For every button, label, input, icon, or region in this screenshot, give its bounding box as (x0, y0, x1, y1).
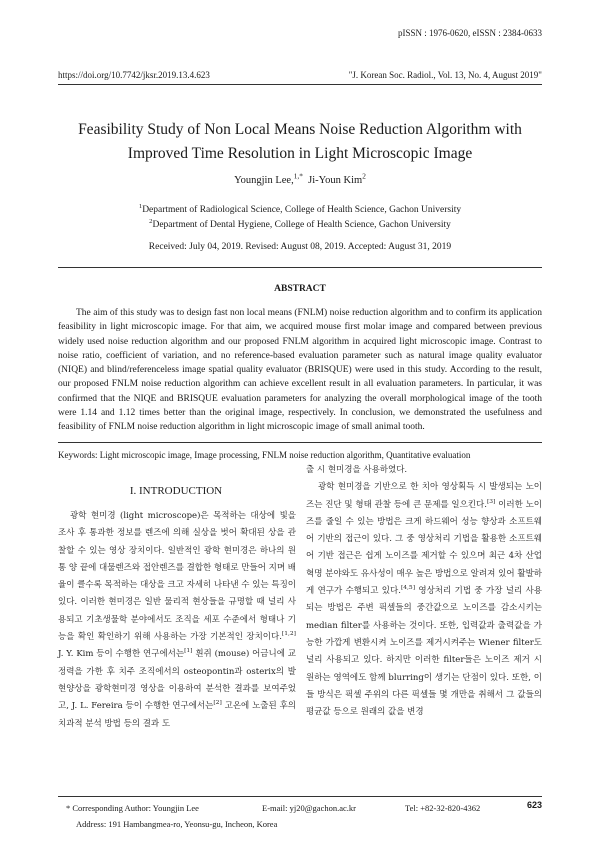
section-heading-introduction: I. INTRODUCTION (129, 485, 223, 497)
intro-text-c: 흰쥐 (mouse) 어금니에 교정력을 가한 후 치주 조직에서의 osteopontin과 osterix의 발현양상을 광학현미경 영상을 이용하여 분석한 결과를 보여주었고, J. L. Fereira 등이 수행한 연구에서는 (58, 649, 296, 712)
paper-title (40, 118, 560, 166)
intro-text-a: 광학 현미경 (light microscope)은 목적하는 대상에 빛을 조사 후 통과한 정보를 렌즈에 의해 실상을 벗어 확대된 상을 관찰할 수 있는 영상 장치이다. 일반적인 광학 현미경은 하나의 원통 양 끝에 대물렌즈와 접안렌즈를 결합한 형태로 만들어 지며 배율이 클수록 목적하는 대상을 크고 자세히 나타낸 수 있는 특징이 있다. 이러한 현미경은 일반 물리적 현상들을 규명할 때 널리 사용되고 기초생물학 분야에서도 조직을 세포 수준에서 형태나 기능을 확인 확인하기 위해 사용하는 가장 기본적인 장치이다. (58, 511, 296, 643)
intro-paragraph-1-continued: 출 시 현미경을 사용하였다. (306, 465, 408, 475)
corresponding-address: Address: 191 Hambangmea-ro, Yeonsu-gu, Incheon, Korea (76, 819, 278, 829)
affiliation-2-marker: 2 (149, 217, 153, 225)
author-2: Ji-Youn Kim (308, 175, 363, 186)
intro2-text-c: 영상처리 기법 중 가장 널리 사용되는 방법은 주변 픽셀들의 중간값으로 노이즈를 감소시키는 median filter를 사용하는 것이다. 또한, 입력값과 출력값을 가능한 가깝게 변환시켜 노이즈를 제거시켜주는 Wiener filter도 널리 사용되고 있다. 하지만 이러한 filter들은 노이즈 제거 시 원하는 영역에도 함께 blurring이 생기는 단점이 있다. 또한, 이들 방식은 픽셀 주위의 다른 픽셀들 몇 개만을 취해서 그 값들의 평균값 등으로 원래의 값을 변경 (306, 586, 542, 718)
author-1-marker: 1,* (293, 171, 303, 181)
citation-1-2: [1,2] (281, 630, 296, 638)
affiliation-1-marker: 1 (138, 202, 143, 210)
affiliation-1-text: Department of Radiological Science, College of Health Science, Gachon University (142, 205, 462, 215)
received-dates: Received: July 04, 2019. Revised: August 08, 2019. Accepted: August 31, 2019 (148, 242, 452, 252)
left-column (58, 508, 296, 733)
intro2-text-b: 이러한 노이즈를 줄일 수 있는 방법은 크게 하드웨어 성능 향상과 소프트웨어 기반의 접근이 있다. 그 중 영상처리 기법을 활용한 소프트웨어 기반 접근은 쉽게 노이즈를 제거할 수 있으며 최근 4차 산업 혁명 분야와도 유사성이 매우 높은 방법으로 알려져 있어 활발하게 연구가 수행되고 있다. (306, 499, 542, 597)
affiliation-2-text: Department of Dental Hygiene, College of Health Science, Gachon University (152, 220, 451, 230)
citation-2: [2] (213, 699, 222, 707)
page-number: 623 (526, 800, 542, 810)
header-rule (58, 84, 542, 85)
right-column (306, 462, 542, 721)
footnote-rule (58, 796, 542, 797)
journal-citation: "J. Korean Soc. Radiol., Vol. 13, No. 4, August 2019" (348, 70, 542, 80)
author-1: Youngjin Lee, (234, 175, 294, 186)
issn-line: pISSN : 1976-0620, eISSN : 2384-0633 (397, 28, 542, 38)
keywords: Keywords: Light microscopic image, Image processing, FNLM noise reduction algorithm, Quantitative evaluation (58, 450, 471, 460)
corresponding-tel: Tel: +82-32-820-4362 (405, 803, 481, 813)
abstract-heading: ABSTRACT (274, 284, 326, 294)
corresponding-author: * Corresponding Author: Youngjin Lee (66, 803, 199, 813)
abstract-top-rule (58, 267, 542, 268)
intro-paragraph-2 (306, 479, 542, 721)
intro-text-d: 고온에 노출된 후의 치과적 분석 방법 등의 결과 도 (58, 701, 297, 729)
title-line-1: Feasibility Study of Non Local Means Noise Reduction Algorithm with (78, 121, 522, 138)
intro-text-b: J. Y. Kim 등이 수행한 연구에서는 (58, 649, 185, 660)
intro2-text-a: 광학 현미경을 기반으로 한 치아 영상획득 시 발생되는 노이즈는 진단 및 형태 관찰 등에 큰 문제를 일으킨다. (306, 482, 542, 510)
intro-paragraph-1 (58, 508, 296, 733)
abstract-bottom-rule (58, 442, 542, 443)
citation-1: [1] (184, 647, 193, 655)
doi-link[interactable]: https://doi.org/10.7742/jksr.2019.13.4.623 (58, 70, 210, 80)
title-line-2: Improved Time Resolution in Light Microscopic Image (127, 145, 473, 162)
authors-line (0, 171, 600, 186)
affiliation-2 (0, 217, 600, 230)
corresponding-email[interactable]: E-mail: yj20@gachon.ac.kr (262, 803, 356, 813)
author-2-marker: 2 (362, 171, 366, 181)
affiliation-1 (0, 202, 600, 215)
citation-4-5: [4,5] (400, 584, 416, 592)
abstract-text: The aim of this study was to design fast non local means (FNLM) noise reduction algorithm and to confirm its application feasibility in light microscopic image. For that aim, we acquired mouse first molar image and compared between previous widely used noise reduction algorithm and our proposed FNLM algorithm in acquired light microscopic image. Contrast to noise ratio, coefficient of variation, and no reference-based evaluation parameter such as natural image quality evaluator (NIQE) and blind/referenceless image spatial quality evaluator (BRISQUE) were used in this study. According to the result, our proposed FNLM noise reduction algorithm can achieve excellent result in all evaluation parameters. In particular, it was confirmed that the NIQE and BRISQUE evaluation parameters for analyzing the overall morphological image of the tooth were 1.14 and 1.12 times better than the original image, respectively. In conclusion, we demonstrated the usefulness and feasibility of FNLM noise reduction algorithm in light microscopic image of small animal tooth. (58, 308, 542, 433)
citation-3: [3] (486, 497, 496, 505)
